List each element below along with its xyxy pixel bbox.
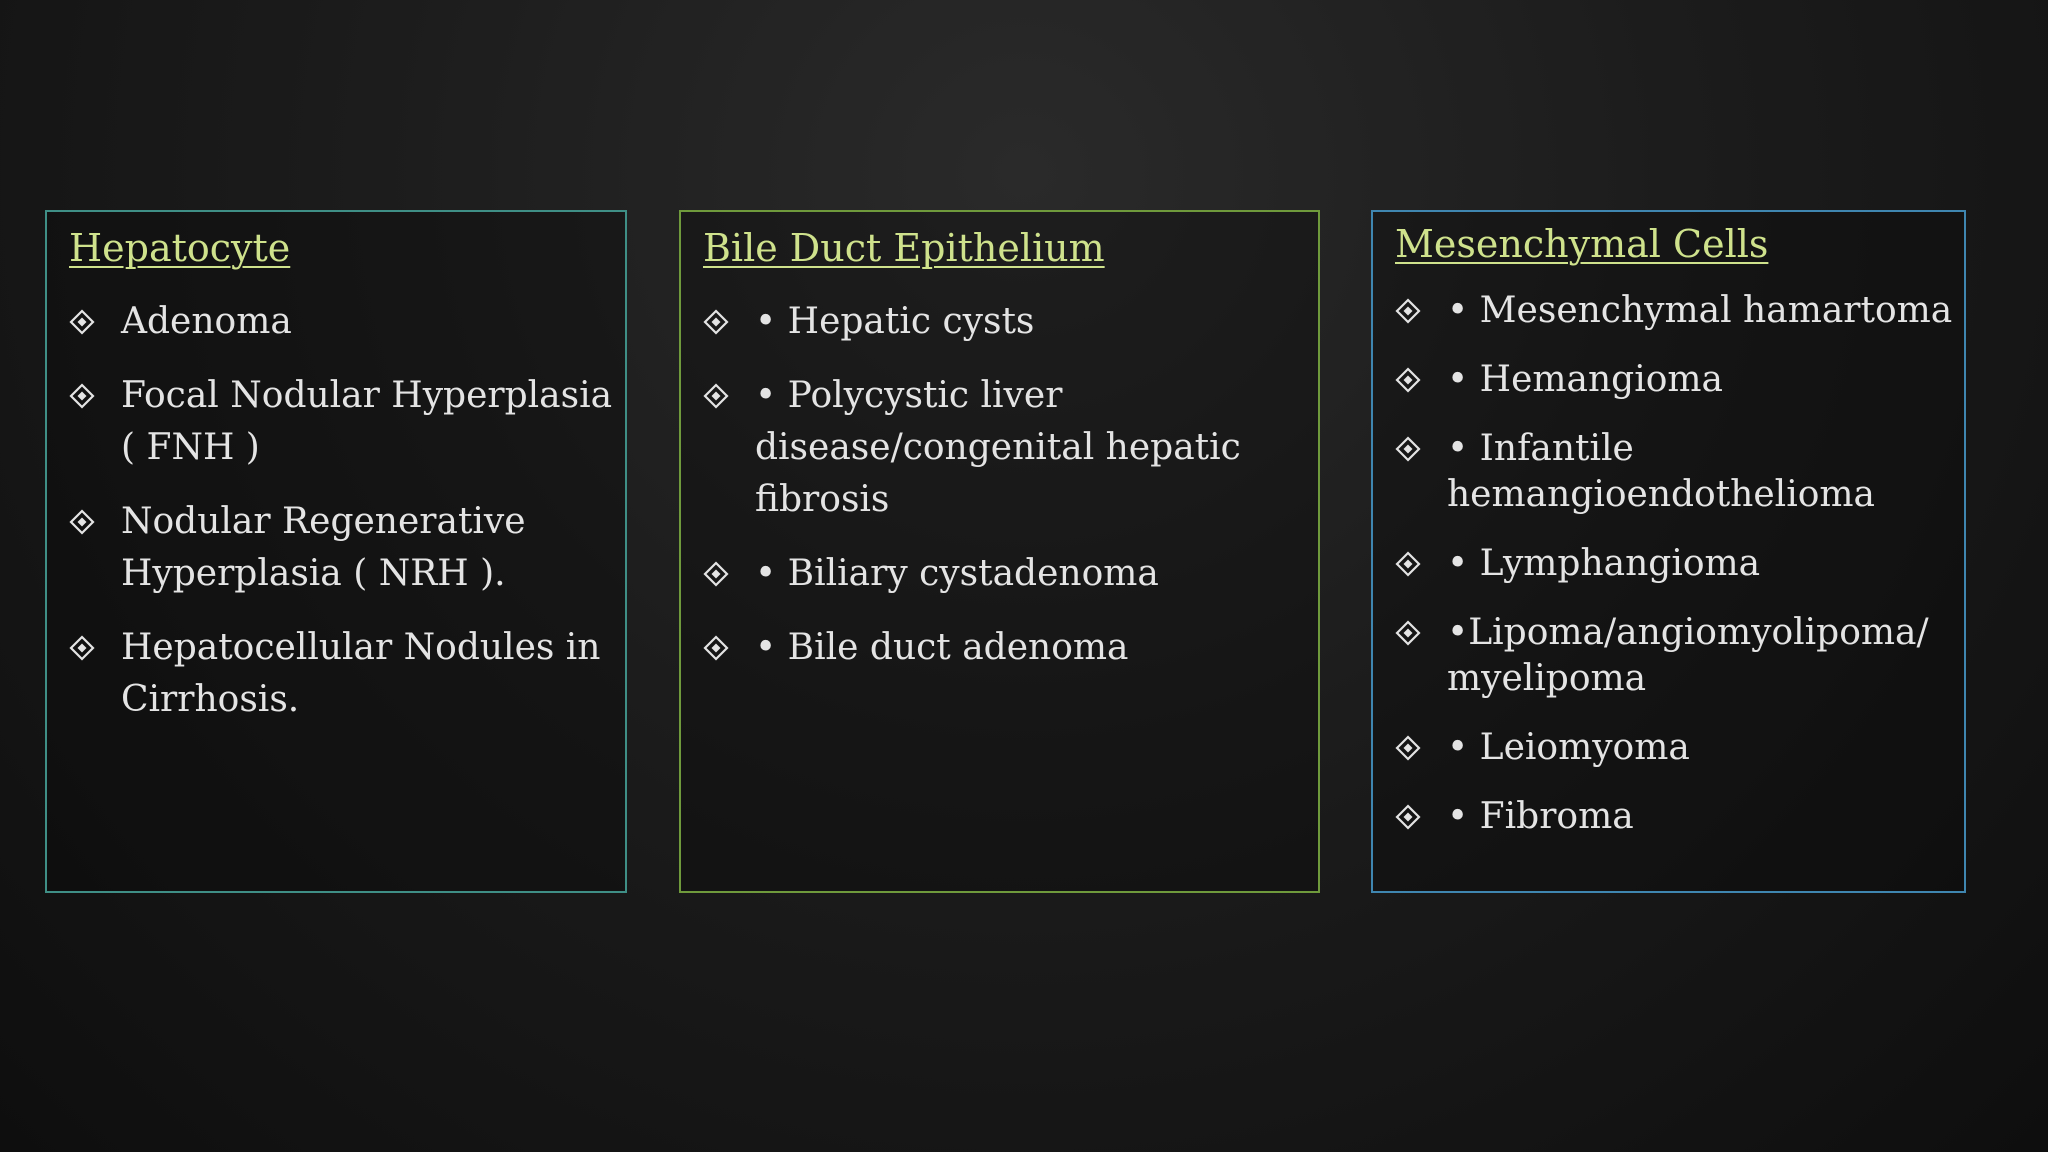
diamond-bullet-icon: [703, 383, 729, 409]
list-item: [69, 296, 615, 348]
item-list: [703, 296, 1308, 696]
item-text: • Hemangioma: [1447, 359, 1723, 400]
diamond-bullet-icon: [1395, 735, 1421, 761]
list-item: [1395, 426, 1954, 518]
list-item: [1395, 288, 1954, 334]
item-text: • Biliary cystadenoma: [755, 553, 1159, 594]
diamond-bullet-icon: [1395, 436, 1421, 462]
diamond-bullet-icon: [1395, 551, 1421, 577]
list-item: [703, 622, 1308, 674]
mesenchymal-cells-panel: [1371, 210, 1966, 893]
diamond-bullet-icon: [703, 561, 729, 587]
list-item: [69, 622, 615, 726]
diamond-bullet-icon: [703, 635, 729, 661]
item-text: • Bile duct adenoma: [755, 627, 1129, 668]
list-item: [1395, 794, 1954, 840]
list-item: [69, 496, 615, 600]
diamond-bullet-icon: [69, 635, 95, 661]
item-text: • Leiomyoma: [1447, 727, 1690, 768]
item-list: [69, 296, 615, 748]
bile-duct-epithelium-panel: [679, 210, 1320, 893]
diamond-bullet-icon: [1395, 804, 1421, 830]
panel-title: Hepatocyte: [69, 226, 291, 270]
list-item: [1395, 610, 1954, 702]
item-text: • Polycystic liver disease/congenital hepatic fibrosis: [755, 375, 1241, 520]
panel-title: Bile Duct Epithelium: [703, 226, 1105, 270]
diamond-bullet-icon: [1395, 298, 1421, 324]
item-text: Adenoma: [121, 301, 292, 342]
item-text: Hepatocellular Nodules in Cirrhosis.: [121, 627, 601, 720]
hepatocyte-panel: [45, 210, 627, 893]
list-item: [1395, 725, 1954, 771]
item-text: Focal Nodular Hyperplasia ( FNH ): [121, 375, 613, 468]
item-text: • Infantile hemangioendothelioma: [1447, 428, 1875, 515]
item-text: • Mesenchymal hamartoma: [1447, 290, 1953, 331]
item-text: •Lipoma/angiomyolipoma/ myelipoma: [1447, 612, 1929, 699]
list-item: [703, 296, 1308, 348]
item-text: • Fibroma: [1447, 796, 1634, 837]
diamond-bullet-icon: [69, 383, 95, 409]
list-item: [1395, 541, 1954, 587]
diamond-bullet-icon: [1395, 367, 1421, 393]
item-text: • Hepatic cysts: [755, 301, 1035, 342]
diamond-bullet-icon: [1395, 620, 1421, 646]
diamond-bullet-icon: [69, 509, 95, 535]
list-item: [69, 370, 615, 474]
diamond-bullet-icon: [703, 309, 729, 335]
item-list: [1395, 288, 1954, 863]
list-item: [703, 370, 1308, 526]
item-text: Nodular Regenerative Hyperplasia ( NRH ).: [121, 501, 526, 594]
diamond-bullet-icon: [69, 309, 95, 335]
panel-title: Mesenchymal Cells: [1395, 222, 1769, 266]
list-item: [703, 548, 1308, 600]
list-item: [1395, 357, 1954, 403]
item-text: • Lymphangioma: [1447, 543, 1761, 584]
